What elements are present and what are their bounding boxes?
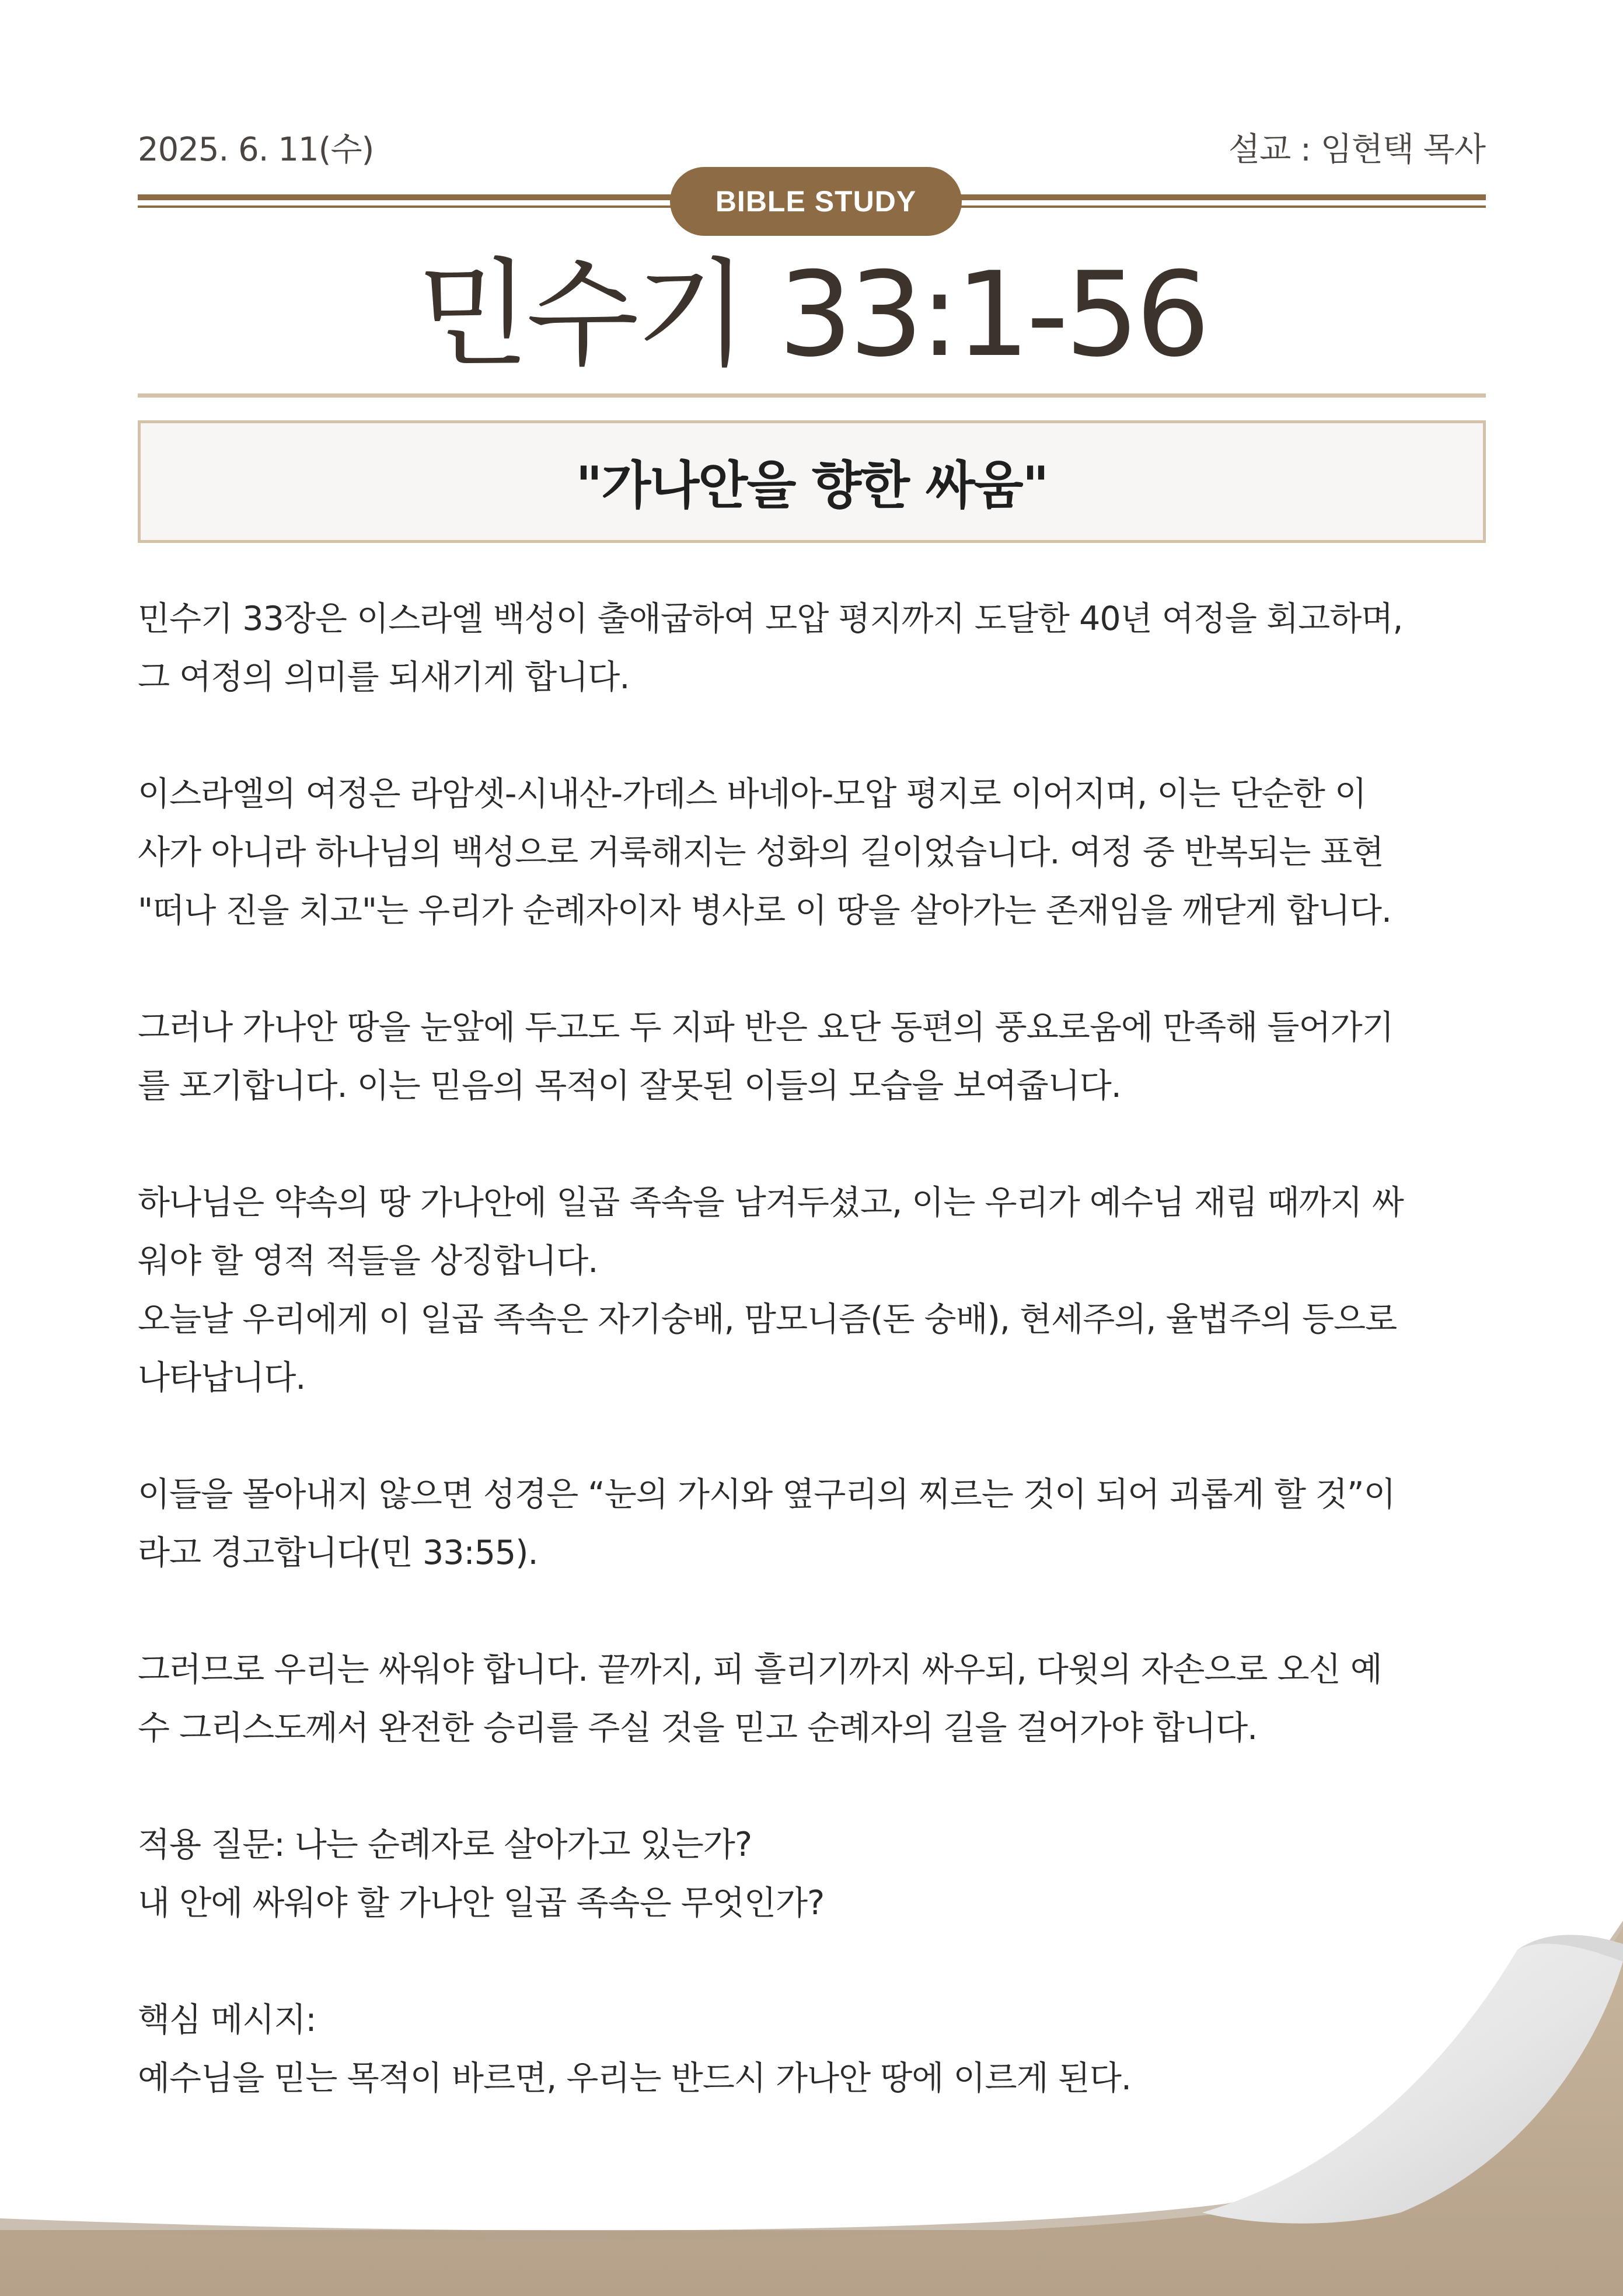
sermon-subtitle: "가나안을 향한 싸움" <box>575 455 1048 515</box>
sermon-date: 2025. 6. 11(수) <box>138 131 374 169</box>
paragraph-key-message: 핵심 메시지: 예수님을 믿는 목적이 바르면, 우리는 반드시 가나안 땅에 이르게 된다. <box>138 2001 1132 2098</box>
paragraph-seven-nations: 하나님은 약속의 땅 가나안에 일곱 족속을 남겨두셨고, 이는 우리가 예수님 재림 때까지 싸 워야 할 영적 적들을 상징합니다. 오늘날 우리에게 이 일곱 족속은 자기숭배, 맘모니즘(돈 숭배), 현세주의, 율법주의 등으로 나타납니다. <box>138 1183 1404 1397</box>
bible-study-badge: BIBLE STUDY <box>670 167 962 236</box>
paragraph-intro: 민수기 33장은 이스라엘 백성이 출애굽하여 모압 평지까지 도달한 40년 여정을 회고하며, 그 여정의 의미를 되새기게 합니다. <box>138 600 1403 696</box>
paragraph-fight: 그러므로 우리는 싸워야 합니다. 끝까지, 피 흘리기까지 싸우되, 다윗의 자손으로 오신 예 수 그리스도께서 완전한 승리를 주실 것을 믿고 순례자의 길을 걸어가야 합니다. <box>138 1650 1382 1747</box>
paragraph-application-questions: 적용 질문: 나는 순례자로 살아가고 있는가? 내 안에 싸워야 할 가나안 일곱 족속은 무엇인가? <box>138 1825 825 1922</box>
paragraph-warning: 이들을 몰아내지 않으면 성경은 “눈의 가시와 옆구리의 찌르는 것이 되어 괴롭게 할 것”이 라고 경고합니다(민 33:55). <box>138 1475 1395 1572</box>
page-title: 민수기 33:1-56 <box>417 247 1207 383</box>
paragraph-journey: 이스라엘의 여정은 라암셋-시내산-가데스 바네아-모압 평지로 이어지며, 이는 단순한 이 사가 아니라 하나님의 백성으로 거룩해지는 성화의 길이었습니다. 여정 중 반복되는 표현 "떠나 진을 치고"는 우리가 순례자이자 병사로 이 땅을 살아가는 존재임을 깨닫게 합니다. <box>138 775 1392 930</box>
preacher-name: 설교 : 임현택 목사 <box>1228 131 1485 169</box>
paragraph-two-tribes: 그러나 가나안 땅을 눈앞에 두고도 두 지파 반은 요단 동편의 풍요로움에 만족해 들어가기 를 포기합니다. 이는 믿음의 목적이 잘못된 이들의 모습을 보여줍니다. <box>138 1008 1394 1105</box>
